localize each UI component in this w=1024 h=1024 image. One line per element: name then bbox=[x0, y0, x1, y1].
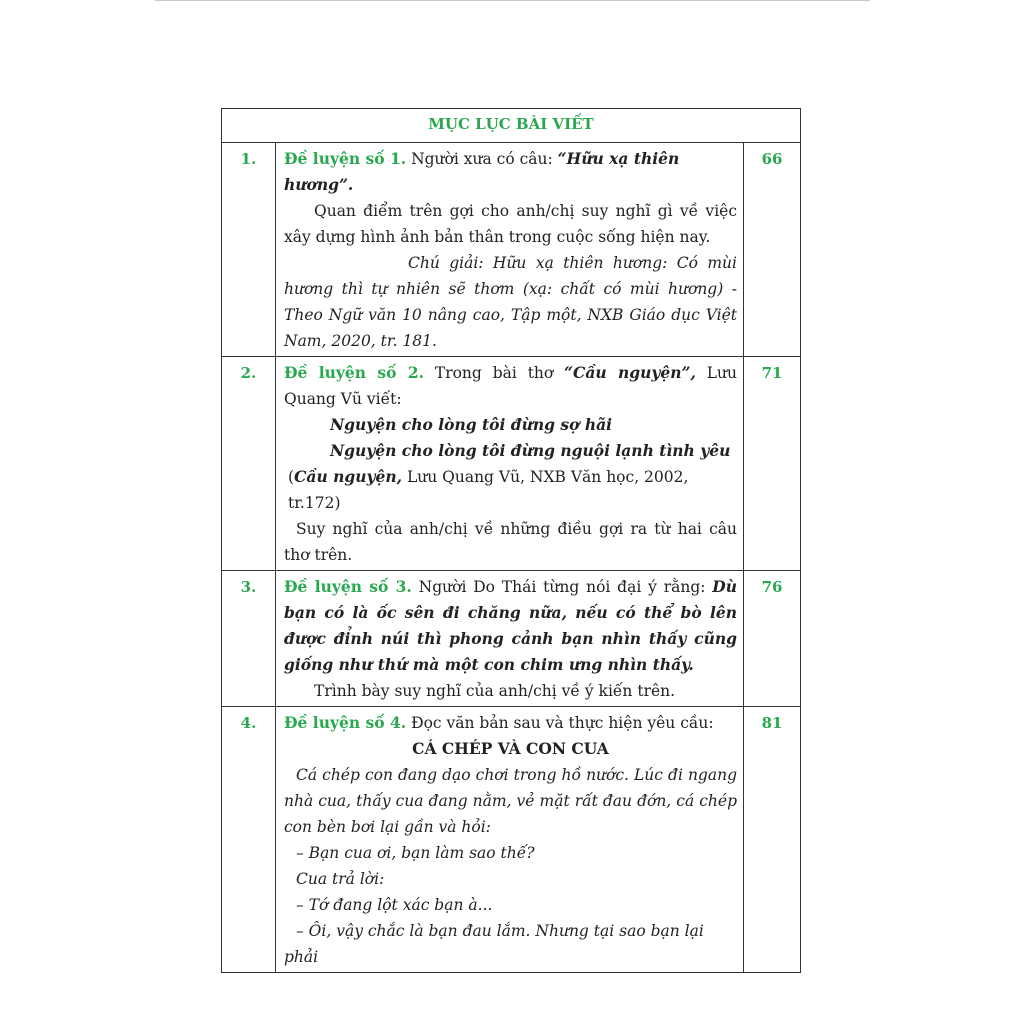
entry-number: 2. bbox=[222, 357, 276, 571]
dialogue-line-1: – Bạn cua ơi, bạn làm sao thế? bbox=[296, 844, 535, 862]
poem-line-2: Nguyện cho lòng tôi đừng nguội lạnh tình yêu bbox=[330, 441, 731, 460]
toc-title: MỤC LỤC BÀI VIẾT bbox=[222, 109, 801, 143]
entry-question: Trình bày suy nghĩ của anh/chị về ý kiến trên. bbox=[314, 682, 676, 700]
toc-row-3 bbox=[222, 571, 801, 707]
dialogue-line-2: Cua trả lời: bbox=[296, 870, 385, 888]
entry-quote: “Cầu nguyện”, bbox=[564, 363, 696, 382]
source-title: Cầu nguyện, bbox=[294, 467, 403, 486]
source-rest: Lưu Quang Vũ, NXB Văn học, 2002, tr.172) bbox=[288, 468, 689, 512]
toc-row-2 bbox=[222, 357, 801, 571]
entry-question: Suy nghĩ của anh/chị về những điều gợi ra từ hai câu thơ trên. bbox=[284, 520, 737, 564]
entry-quote: “Hữu xạ thiên hương”. bbox=[284, 149, 680, 194]
entry-question: Quan điểm trên gợi cho anh/chị suy nghĩ gì về việc xây dựng hình ảnh bản thân trong cuộc sống hiện nay. bbox=[284, 202, 737, 246]
entry-content bbox=[276, 571, 744, 707]
entry-label: Đề luyện số 3. bbox=[284, 577, 412, 596]
page-top-rule bbox=[155, 0, 870, 1]
entry-intro: Trong bài thơ bbox=[423, 364, 565, 382]
entry-intro: Người Do Thái từng nói đại ý rằng: bbox=[411, 578, 713, 596]
story-title: CÁ CHÉP VÀ CON CUA bbox=[412, 739, 609, 758]
entry-number: 3. bbox=[222, 571, 276, 707]
entry-note: Chú giải: Hữu xạ thiên hương: Có mùi hương thì tự nhiên sẽ thơm (xạ: chất có mùi hương) - Theo Ngữ văn 10 nâng cao, Tập một, NXB Giáo dục Việt Nam, 2020, tr. 181. bbox=[284, 254, 737, 350]
entry-page-number: 76 bbox=[744, 571, 801, 707]
story-paragraph: Cá chép con đang dạo chơi trong hồ nước. Lúc đi ngang nhà cua, thấy cua đang nằm, vẻ mặt rất đau đớn, cá chép con bèn bơi lại gần và hỏi: bbox=[284, 766, 737, 836]
entry-number: 4. bbox=[222, 707, 276, 973]
entry-page-number: 71 bbox=[744, 357, 801, 571]
toc-header-row bbox=[222, 109, 801, 143]
entry-page-number: 66 bbox=[744, 143, 801, 357]
source-open: ( bbox=[288, 468, 295, 486]
entry-page-number: 81 bbox=[744, 707, 801, 973]
entry-quote: Dù bạn có là ốc sên đi chăng nữa, nếu có thể bò lên được đỉnh núi thì phong cảnh bạn nhìn thấy cũng giống như thứ mà một con chim ưng nhìn thấy. bbox=[284, 577, 738, 674]
entry-content bbox=[276, 143, 744, 357]
entry-number: 1. bbox=[222, 143, 276, 357]
toc-table bbox=[221, 108, 801, 973]
entry-intro: Người xưa có câu: bbox=[406, 150, 558, 168]
toc-row-4 bbox=[222, 707, 801, 973]
entry-label: Đề luyện số 4. bbox=[284, 713, 407, 732]
poem-line-1: Nguyện cho lòng tôi đừng sợ hãi bbox=[330, 415, 613, 434]
dialogue-line-3: – Tớ đang lột xác bạn à... bbox=[296, 896, 493, 914]
entry-intro-end: Lưu Quang Vũ viết: bbox=[284, 364, 737, 408]
entry-label: Đề luyện số 2. bbox=[284, 363, 424, 382]
entry-label: Đề luyện số 1. bbox=[284, 149, 407, 168]
toc-row-1 bbox=[222, 143, 801, 357]
entry-content bbox=[276, 707, 744, 973]
entry-content bbox=[276, 357, 744, 571]
dialogue-line-4: – Ôi, vậy chắc là bạn đau lắm. Nhưng tại sao bạn lại phải bbox=[284, 922, 704, 966]
entry-intro: Đọc văn bản sau và thực hiện yêu cầu: bbox=[406, 714, 714, 732]
